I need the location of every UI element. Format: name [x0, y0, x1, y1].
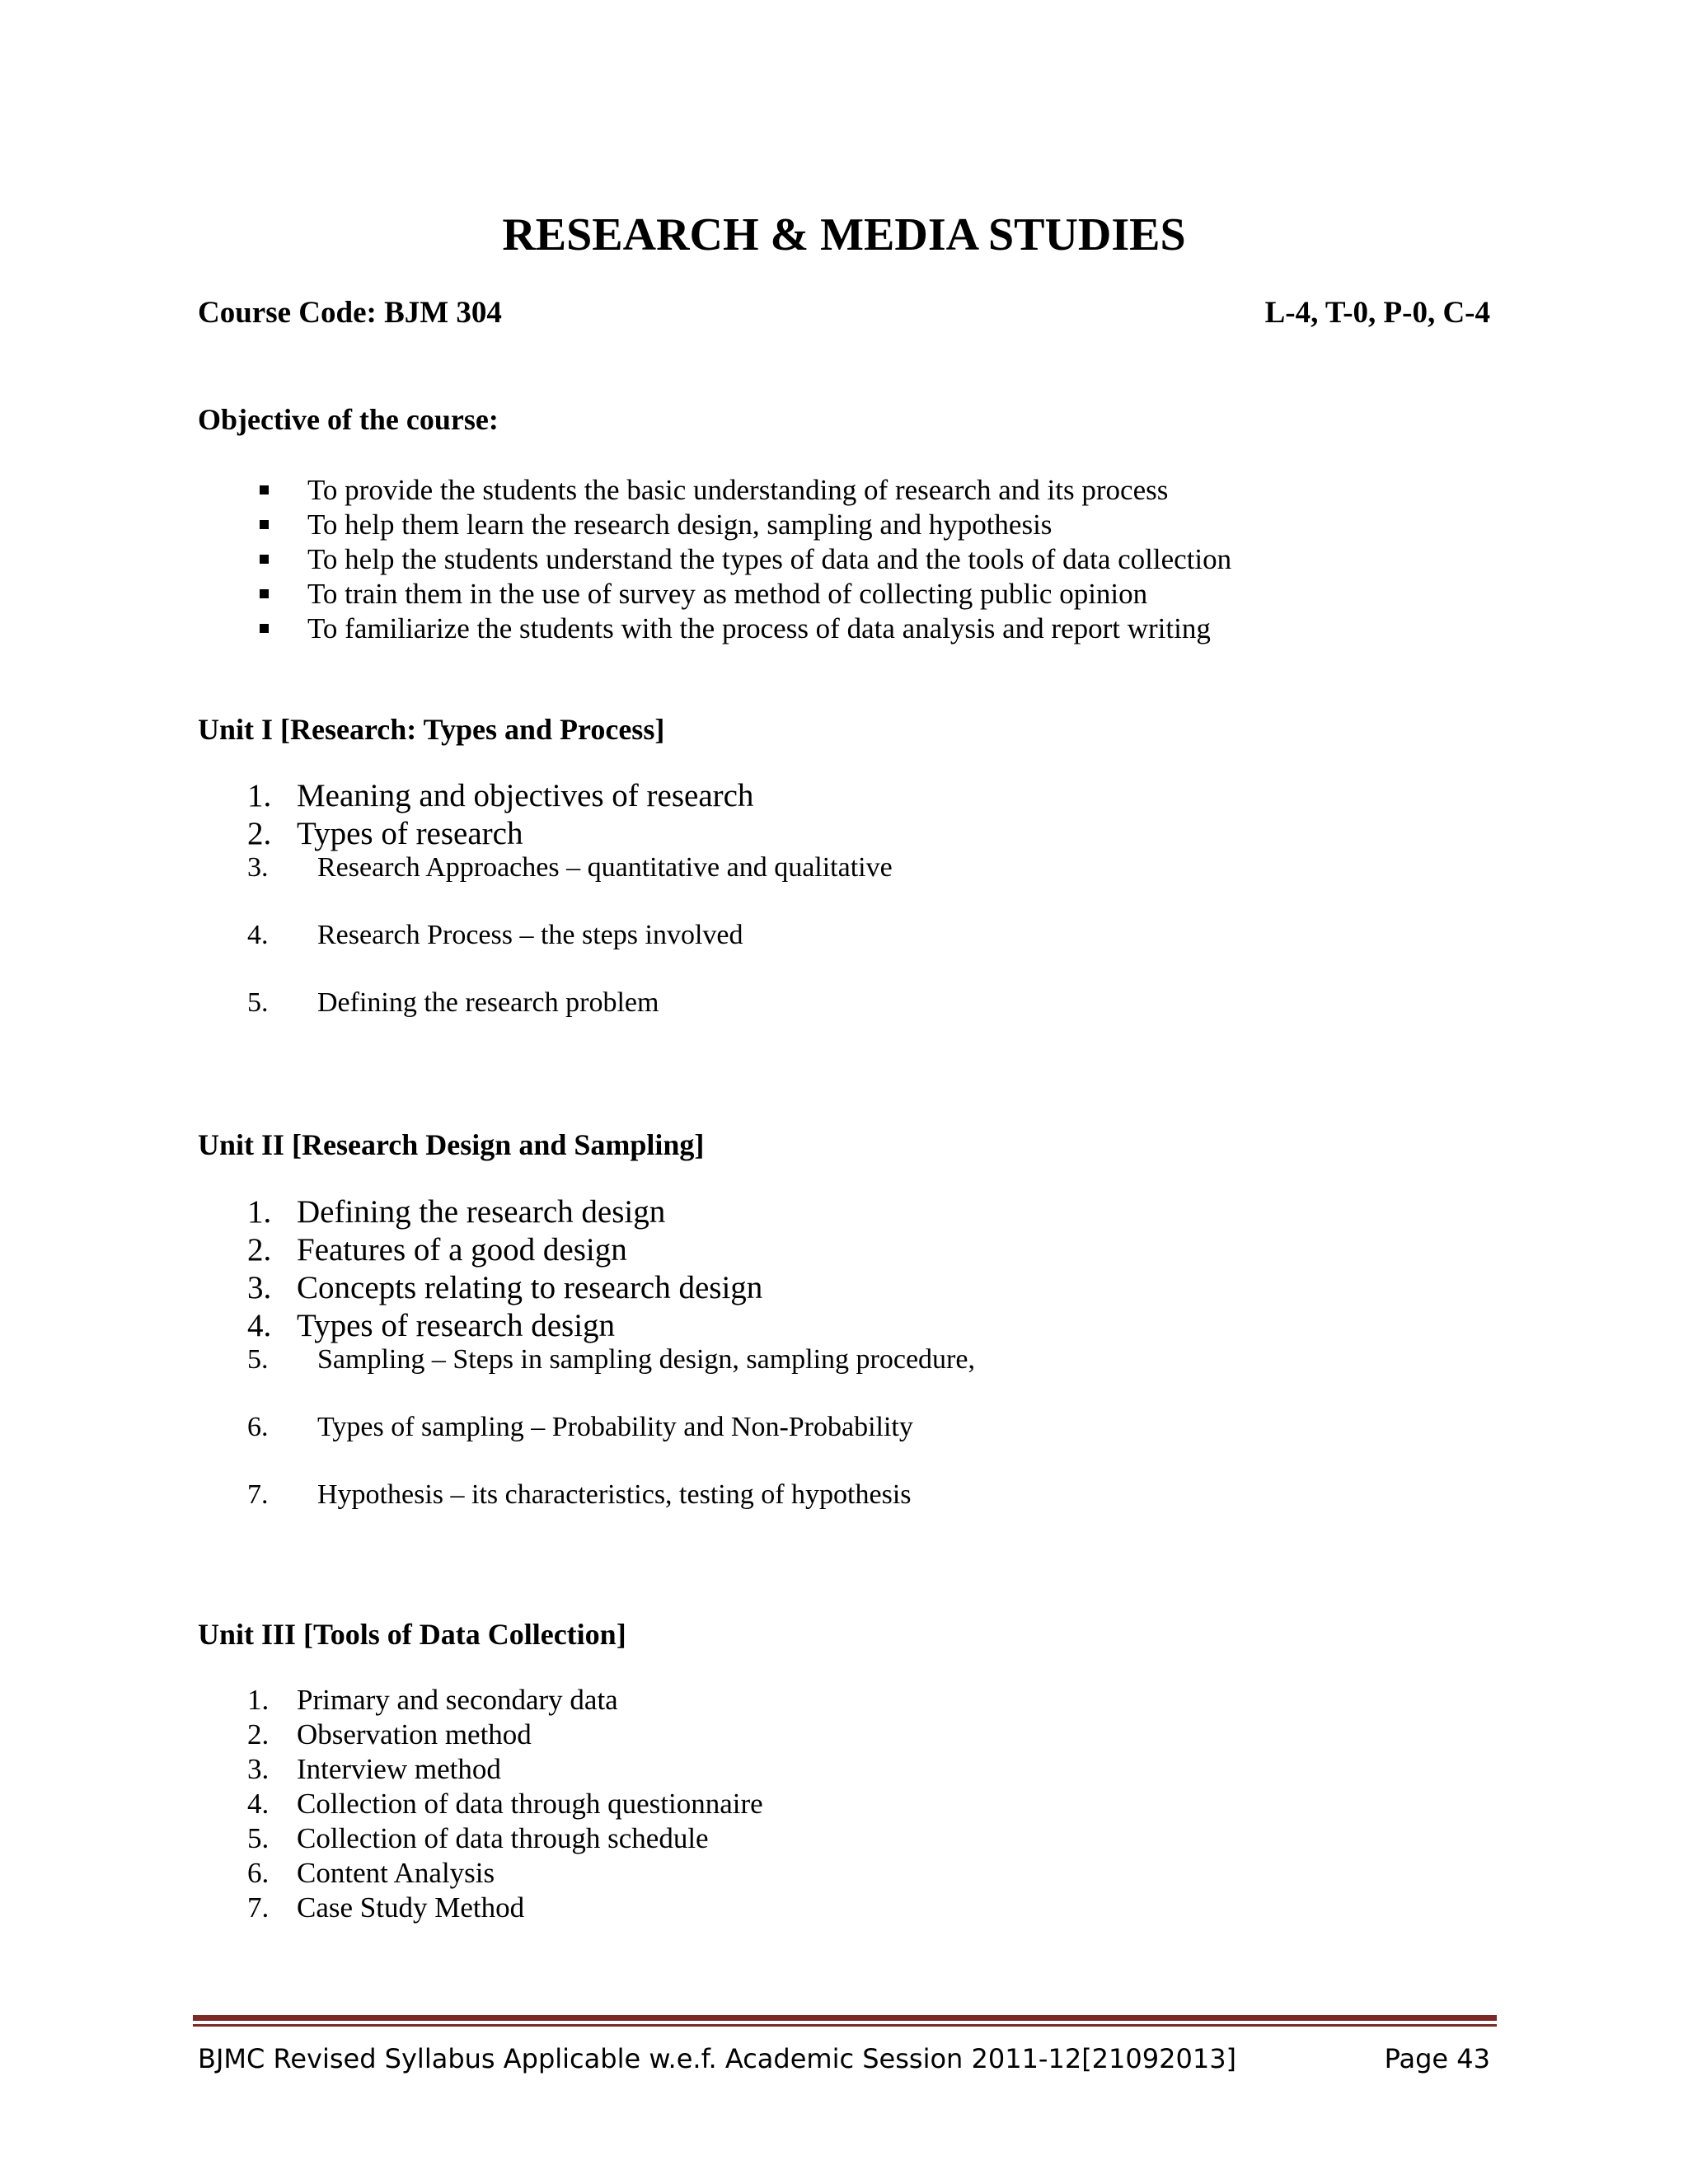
list-item: To help them learn the research design, sampling and hypothesis [198, 508, 1231, 542]
square-bullet-icon [260, 589, 269, 598]
objective-list [198, 473, 1231, 646]
square-bullet-icon [260, 485, 269, 494]
page-title: RESEARCH & MEDIA STUDIES [502, 209, 1186, 260]
square-bullet-icon [260, 555, 269, 564]
list-item: To familiarize the students with the process of data analysis and report writing [198, 612, 1231, 646]
unit-2-heading: Unit II [Research Design and Sampling] [198, 1128, 705, 1161]
syllabus-page: RESEARCH & MEDIA STUDIES Course Code: BJM 304 L-4, T-0, P-0, C-4 Objective of the course: To provide the students the basic understanding of research and its process To help them learn the research design, sampling and hypothesis To help the students understand the types of data and the tools of data collection To train them in the use of survey as method of collecting public opinion To familiarize the students with the process of data analysis and report writing Unit I [Research: Types and Process] 1. Meaning and objectives of research 2. Types of research 3. Research Approaches – quantitative and qualitative 4. Research Process – the steps involved 5. Defining the research problem Unit II [Research Design and Sampling] 1. Defining the research design 2. Features of a good design 3. Concepts relating to research design 4. Types of research design 5. Sampling – Steps in sampling design, sampling procedure, 6. Types of sampling – Probability and Non-Probability 7. Hypothesis – its characteristics, testing of hypothesis Unit III [Tools of Data Collection] 1. Primary and secondary data 2. Observation method 3. Interview method 4. Collection of data through questionnaire 5. Collection of data through schedule 6. Content Analysis 7. Case Study Method BJMC Revised Syllabus Applicable w.e.f. Academic Session 2011-12[21092013] Page 43 [0, 0, 1688, 2184]
unit-1-heading: Unit I [Research: Types and Process] [198, 713, 665, 746]
footer-divider-thin [193, 2024, 1497, 2027]
objective-heading: Objective of the course: [198, 403, 499, 436]
page-number: Page 43 [1384, 2043, 1490, 2074]
course-credits: L-4, T-0, P-0, C-4 [1264, 296, 1490, 330]
course-code: Course Code: BJM 304 [198, 296, 502, 330]
list-item: To train them in the use of survey as method of collecting public opinion [198, 577, 1231, 612]
unit-3-heading: Unit III [Tools of Data Collection] [198, 1618, 626, 1651]
footer-divider-thick [193, 2015, 1497, 2021]
list-item: To help the students understand the types of data and the tools of data collection [198, 542, 1231, 577]
list-item: To provide the students the basic understanding of research and its process [198, 473, 1231, 508]
footer-text: BJMC Revised Syllabus Applicable w.e.f. Academic Session 2011-12[21092013] [198, 2043, 1237, 2074]
square-bullet-icon [260, 624, 269, 633]
square-bullet-icon [260, 520, 269, 529]
